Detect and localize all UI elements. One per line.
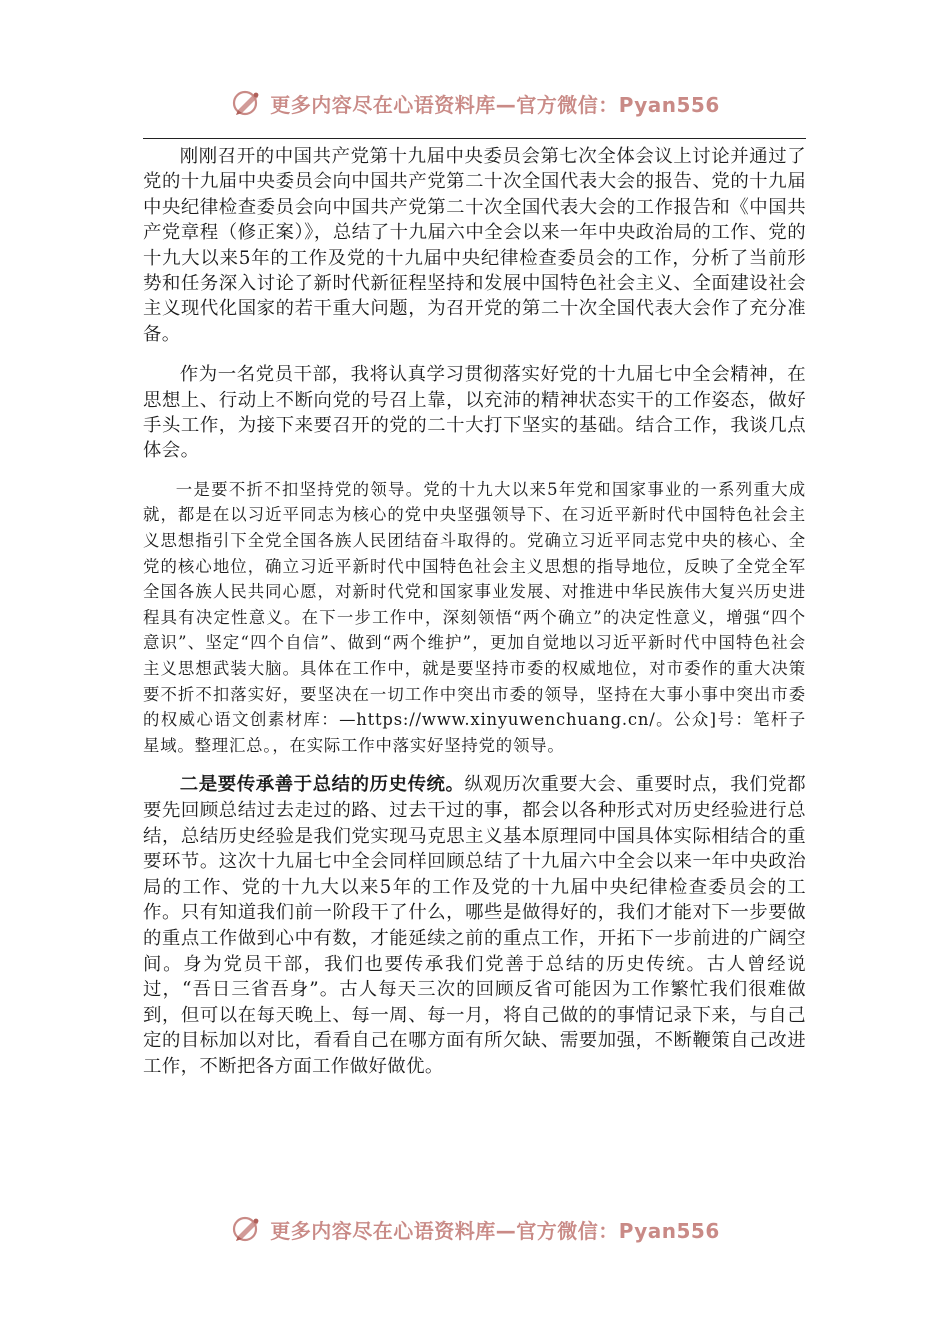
paragraph-4-text: 纵观历次重要大会、重要时点，我们党都要先回顾总结过去走过的路、过去干过的事，都会以各种形式对历史经验进行总结，总结历史经验是我们党实现马克思主义基本原理同中国具体实际相结合的重要环节。这次十九届七中全会同样回顾总结了十九届六中全会以来一年中央政治局的工作、党的十九大以来5年的工作及党的十九届中央纪律检查委员会的工作。只有知道我们前一阶段干了什么，哪些是做得好的，我们才能对下一步要做的重点工作做到心中有数，才能延续之前的重点工作，开拓下一步前进的广阔空间。身为党员干部，我们也要传承我们党善于总结的历史传统。古人曾经说过，“吾日三省吾身”。古人每天三次的回顾反省可能因为工作繁忙我们很难做到，但可以在每天晚上、每一周、每一月，将自己做的的事情记录下来，与自己定的目标加以对比，看看自己在哪方面有所欠缺、需要加强，不断鞭策自己改进工作，不断把各方面工作做好做优。 (143, 774, 806, 1077)
paragraph-3 (143, 477, 806, 759)
pen-logo-icon (230, 1212, 264, 1246)
pen-logo-icon (230, 86, 264, 120)
paragraph-1 (143, 144, 806, 347)
footer-watermark (0, 1212, 950, 1246)
watermark-text: 更多内容尽在心语资料库—官方微信：Pyan556 (270, 92, 720, 117)
paragraph-4-heading: 二是要传承善于总结的历史传统。 (179, 774, 465, 796)
paragraph-3-text: 一是要不折不扣坚持党的领导。党的十九大以来5年党和国家事业的一系列重大成就，都是在以习近平同志为核心的党中央坚强领导下、在习近平新时代中国特色社会主义思想指引下全党全国各族人民团结奋斗取得的。党确立习近平同志党中央的核心、全党的核心地位，确立习近平新时代中国特色社会主义思想的指导地位，反映了全党全军全国各族人民共同心愿，对新时代党和国家事业发展、对推进中华民族伟大复兴历史进程具有决定性意义。在下一步工作中，深刻领悟“两个确立”的决定性意义，增强“四个意识”、坚定“四个自信”、做到“两个维护”，更加自觉地以习近平新时代中国特色社会主义思想武装大脑。具体在工作中，就是要坚持市委的权威地位，对市委作的重大决策要不折不扣落实好，要坚决在一切工作中突出市委的领导，坚持在大事小事中突出市委的权威心语文创素材库：—https://www.xinyuwenchuang.cn/。公众]号：笔杆子星域。整理汇总。，在实际工作中落实好坚持党的领导。 (143, 479, 806, 755)
header-watermark (0, 86, 950, 120)
paragraph-4 (143, 772, 806, 1079)
paragraph-2 (143, 362, 806, 464)
paragraph-2-text: 作为一名党员干部，我将认真学习贯彻落实好党的十九届七中全会精神，在思想上、行动上不断向党的号召上靠，以充沛的精神状态实干的工作姿态，做好手头工作，为接下来要召开的党的二十大打下坚实的基础。结合工作，我谈几点体会。 (143, 364, 806, 462)
paragraph-1-text: 刚刚召开的中国共产党第十九届中央委员会第七次全体会议上讨论并通过了党的十九届中央委员会向中国共产党第二十次全国代表大会的报告、党的十九届中央纪律检查委员会向中国共产党第二十次全国代表大会的工作报告和《中国共产党章程（修正案）》，总结了十九届六中全会以来一年中央政治局的工作、党的十九大以来5年的工作及党的十九届中央纪律检查委员会的工作，分析了当前形势和任务深入讨论了新时代新征程坚持和发展中国特色社会主义、全面建设社会主义现代化国家的若干重大问题，为召开党的第二十次全国代表大会作了充分准备。 (143, 146, 806, 345)
header-divider (143, 138, 806, 139)
watermark-text: 更多内容尽在心语资料库—官方微信：Pyan556 (270, 1218, 720, 1243)
document-body (143, 144, 806, 1080)
